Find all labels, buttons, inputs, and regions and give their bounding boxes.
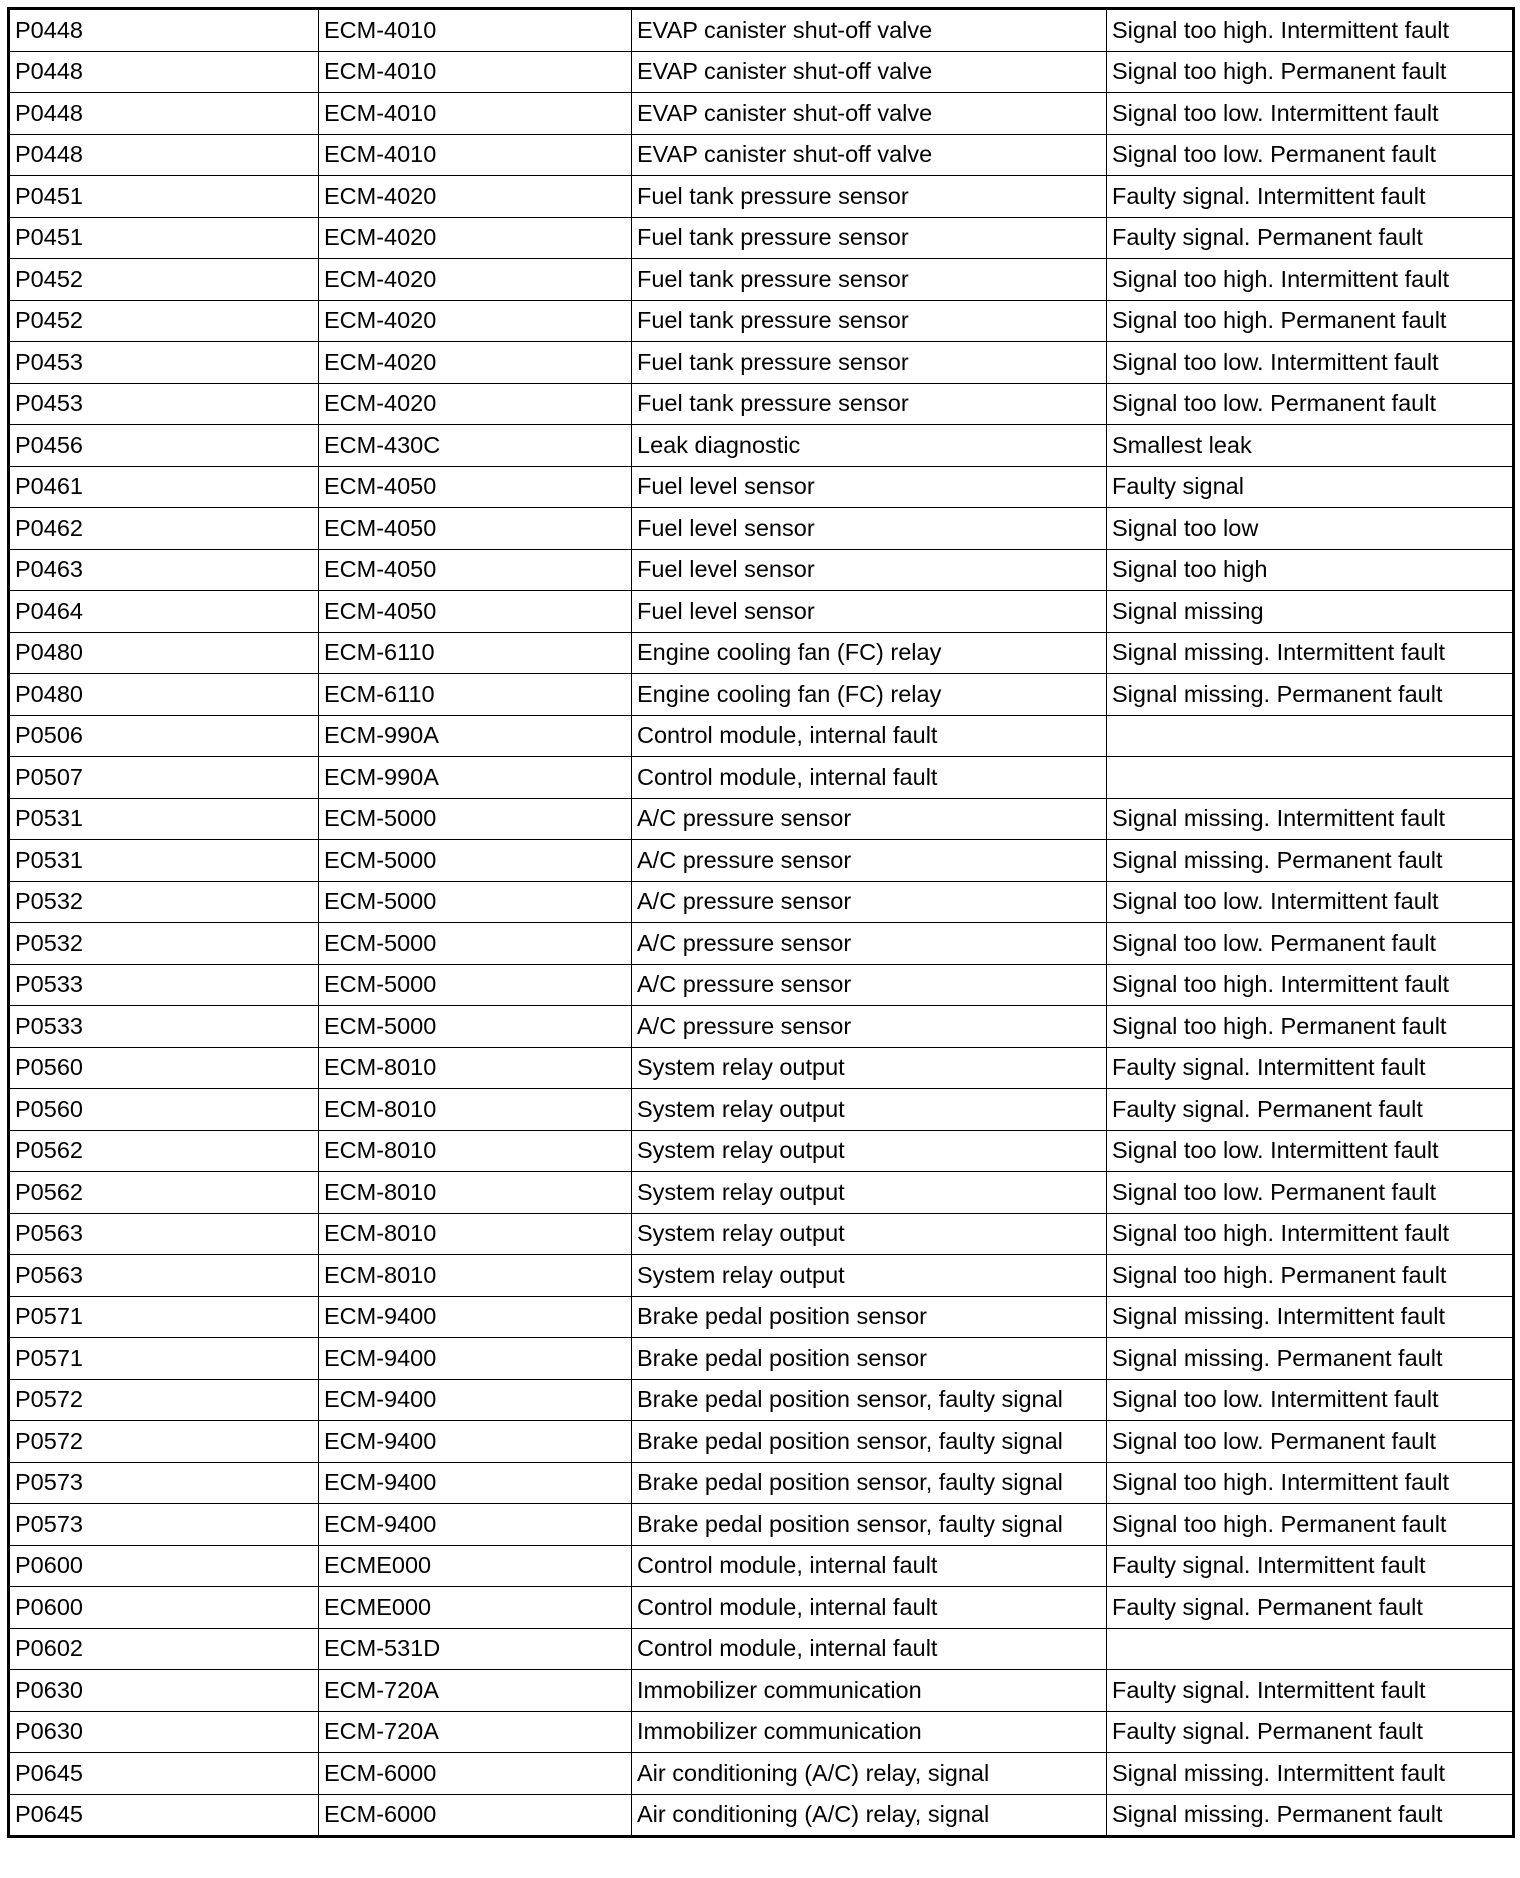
module-code-cell: ECM-4020 xyxy=(319,300,632,342)
table-row xyxy=(9,1379,1514,1421)
dtc-code-cell: P0464 xyxy=(9,591,319,633)
dtc-code-cell: P0480 xyxy=(9,674,319,716)
dtc-code-cell: P0572 xyxy=(9,1421,319,1463)
module-code-cell: ECM-5000 xyxy=(319,881,632,923)
component-cell: System relay output xyxy=(632,1172,1107,1214)
table-row xyxy=(9,757,1514,799)
fault-description-cell: Signal too high. Permanent fault xyxy=(1107,1255,1514,1297)
dtc-code-cell: P0560 xyxy=(9,1047,319,1089)
module-code-cell: ECM-4010 xyxy=(319,134,632,176)
fault-description-cell: Signal too low. Permanent fault xyxy=(1107,1172,1514,1214)
component-cell: Air conditioning (A/C) relay, signal xyxy=(632,1753,1107,1795)
module-code-cell: ECME000 xyxy=(319,1587,632,1629)
fault-description-cell: Signal missing. Permanent fault xyxy=(1107,1338,1514,1380)
fault-description-cell: Signal missing. Permanent fault xyxy=(1107,840,1514,882)
dtc-code-cell: P0463 xyxy=(9,549,319,591)
dtc-code-cell: P0506 xyxy=(9,715,319,757)
module-code-cell: ECM-9400 xyxy=(319,1504,632,1546)
table-row xyxy=(9,1047,1514,1089)
fault-description-cell: Signal too high. Permanent fault xyxy=(1107,1504,1514,1546)
module-code-cell: ECM-531D xyxy=(319,1628,632,1670)
component-cell: Immobilizer communication xyxy=(632,1670,1107,1712)
table-row xyxy=(9,1213,1514,1255)
dtc-code-cell: P0461 xyxy=(9,466,319,508)
table-row xyxy=(9,1421,1514,1463)
component-cell: EVAP canister shut-off valve xyxy=(632,93,1107,135)
table-row xyxy=(9,1089,1514,1131)
dtc-table-body xyxy=(9,9,1514,1837)
fault-description-cell: Signal missing. Intermittent fault xyxy=(1107,798,1514,840)
table-row xyxy=(9,259,1514,301)
module-code-cell: ECM-8010 xyxy=(319,1089,632,1131)
dtc-code-cell: P0563 xyxy=(9,1255,319,1297)
module-code-cell: ECM-4020 xyxy=(319,383,632,425)
fault-description-cell: Faulty signal. Permanent fault xyxy=(1107,1089,1514,1131)
module-code-cell: ECM-6000 xyxy=(319,1753,632,1795)
fault-description-cell: Signal missing xyxy=(1107,591,1514,633)
fault-description-cell: Signal too low. Permanent fault xyxy=(1107,134,1514,176)
dtc-code-cell: P0562 xyxy=(9,1172,319,1214)
fault-description-cell: Signal too low. Intermittent fault xyxy=(1107,1379,1514,1421)
dtc-code-cell: P0532 xyxy=(9,923,319,965)
fault-description-cell: Signal too high. Permanent fault xyxy=(1107,1006,1514,1048)
dtc-code-cell: P0532 xyxy=(9,881,319,923)
component-cell: A/C pressure sensor xyxy=(632,840,1107,882)
fault-description-cell: Signal missing. Permanent fault xyxy=(1107,674,1514,716)
dtc-code-cell: P0452 xyxy=(9,259,319,301)
table-row xyxy=(9,549,1514,591)
table-row xyxy=(9,1006,1514,1048)
table-row xyxy=(9,93,1514,135)
fault-description-cell: Faulty signal. Intermittent fault xyxy=(1107,1545,1514,1587)
component-cell: A/C pressure sensor xyxy=(632,881,1107,923)
dtc-code-cell: P0560 xyxy=(9,1089,319,1131)
fault-description-cell: Signal too high. Intermittent fault xyxy=(1107,964,1514,1006)
module-code-cell: ECM-9400 xyxy=(319,1296,632,1338)
module-code-cell: ECM-4050 xyxy=(319,466,632,508)
table-row xyxy=(9,715,1514,757)
component-cell: Engine cooling fan (FC) relay xyxy=(632,674,1107,716)
component-cell: A/C pressure sensor xyxy=(632,1006,1107,1048)
dtc-code-cell: P0630 xyxy=(9,1711,319,1753)
table-row xyxy=(9,923,1514,965)
dtc-code-cell: P0562 xyxy=(9,1130,319,1172)
table-row xyxy=(9,342,1514,384)
fault-description-cell: Signal missing. Intermittent fault xyxy=(1107,1296,1514,1338)
dtc-code-cell: P0453 xyxy=(9,342,319,384)
module-code-cell: ECM-4050 xyxy=(319,508,632,550)
fault-description-cell: Faulty signal. Intermittent fault xyxy=(1107,1670,1514,1712)
table-row xyxy=(9,134,1514,176)
component-cell: Fuel tank pressure sensor xyxy=(632,259,1107,301)
table-row xyxy=(9,674,1514,716)
dtc-code-cell: P0571 xyxy=(9,1296,319,1338)
module-code-cell: ECM-4020 xyxy=(319,176,632,218)
table-row xyxy=(9,1172,1514,1214)
fault-description-cell: Signal missing. Permanent fault xyxy=(1107,1794,1514,1837)
table-row xyxy=(9,1130,1514,1172)
component-cell: Fuel tank pressure sensor xyxy=(632,383,1107,425)
component-cell: System relay output xyxy=(632,1089,1107,1131)
table-row xyxy=(9,840,1514,882)
fault-description-cell xyxy=(1107,715,1514,757)
table-row xyxy=(9,1504,1514,1546)
component-cell: Control module, internal fault xyxy=(632,1545,1107,1587)
module-code-cell: ECM-4020 xyxy=(319,259,632,301)
table-row xyxy=(9,1794,1514,1837)
component-cell: EVAP canister shut-off valve xyxy=(632,51,1107,93)
fault-description-cell: Faulty signal xyxy=(1107,466,1514,508)
table-row xyxy=(9,798,1514,840)
fault-description-cell: Faulty signal. Permanent fault xyxy=(1107,1587,1514,1629)
component-cell: A/C pressure sensor xyxy=(632,798,1107,840)
component-cell: Brake pedal position sensor, faulty signal xyxy=(632,1462,1107,1504)
module-code-cell: ECM-430C xyxy=(319,425,632,467)
component-cell: Brake pedal position sensor, faulty signal xyxy=(632,1421,1107,1463)
component-cell: Engine cooling fan (FC) relay xyxy=(632,632,1107,674)
component-cell: Leak diagnostic xyxy=(632,425,1107,467)
table-row xyxy=(9,176,1514,218)
fault-description-cell: Signal too low xyxy=(1107,508,1514,550)
component-cell: System relay output xyxy=(632,1255,1107,1297)
dtc-code-cell: P0573 xyxy=(9,1504,319,1546)
table-row xyxy=(9,964,1514,1006)
module-code-cell: ECM-8010 xyxy=(319,1213,632,1255)
table-row xyxy=(9,1462,1514,1504)
dtc-code-cell: P0448 xyxy=(9,134,319,176)
dtc-table xyxy=(7,7,1515,1838)
module-code-cell: ECM-4020 xyxy=(319,217,632,259)
dtc-code-cell: P0600 xyxy=(9,1587,319,1629)
table-row xyxy=(9,300,1514,342)
module-code-cell: ECM-4010 xyxy=(319,9,632,52)
component-cell: System relay output xyxy=(632,1047,1107,1089)
component-cell: Air conditioning (A/C) relay, signal xyxy=(632,1794,1107,1837)
component-cell: EVAP canister shut-off valve xyxy=(632,9,1107,52)
table-row xyxy=(9,591,1514,633)
table-row xyxy=(9,881,1514,923)
module-code-cell: ECM-9400 xyxy=(319,1379,632,1421)
module-code-cell: ECM-5000 xyxy=(319,1006,632,1048)
component-cell: Fuel tank pressure sensor xyxy=(632,217,1107,259)
component-cell: Control module, internal fault xyxy=(632,1587,1107,1629)
table-row xyxy=(9,1296,1514,1338)
component-cell: Fuel tank pressure sensor xyxy=(632,176,1107,218)
component-cell: A/C pressure sensor xyxy=(632,964,1107,1006)
dtc-code-cell: P0453 xyxy=(9,383,319,425)
module-code-cell: ECM-5000 xyxy=(319,923,632,965)
fault-description-cell: Signal too high. Permanent fault xyxy=(1107,51,1514,93)
module-code-cell: ECM-990A xyxy=(319,757,632,799)
component-cell: Brake pedal position sensor, faulty signal xyxy=(632,1379,1107,1421)
dtc-code-cell: P0462 xyxy=(9,508,319,550)
dtc-code-cell: P0531 xyxy=(9,840,319,882)
dtc-code-cell: P0451 xyxy=(9,217,319,259)
component-cell: A/C pressure sensor xyxy=(632,923,1107,965)
dtc-code-cell: P0645 xyxy=(9,1794,319,1837)
module-code-cell: ECM-5000 xyxy=(319,964,632,1006)
fault-description-cell: Signal too high. Intermittent fault xyxy=(1107,9,1514,52)
component-cell: Brake pedal position sensor xyxy=(632,1296,1107,1338)
module-code-cell: ECM-720A xyxy=(319,1670,632,1712)
component-cell: Immobilizer communication xyxy=(632,1711,1107,1753)
component-cell: Fuel level sensor xyxy=(632,466,1107,508)
module-code-cell: ECM-8010 xyxy=(319,1172,632,1214)
component-cell: System relay output xyxy=(632,1130,1107,1172)
component-cell: Fuel level sensor xyxy=(632,508,1107,550)
table-row xyxy=(9,51,1514,93)
component-cell: Control module, internal fault xyxy=(632,715,1107,757)
dtc-code-cell: P0507 xyxy=(9,757,319,799)
component-cell: Brake pedal position sensor xyxy=(632,1338,1107,1380)
component-cell: Fuel level sensor xyxy=(632,549,1107,591)
module-code-cell: ECM-6000 xyxy=(319,1794,632,1837)
fault-description-cell: Signal too low. Intermittent fault xyxy=(1107,93,1514,135)
fault-description-cell: Faulty signal. Permanent fault xyxy=(1107,217,1514,259)
fault-description-cell: Signal too high. Permanent fault xyxy=(1107,300,1514,342)
table-row xyxy=(9,1587,1514,1629)
dtc-code-cell: P0533 xyxy=(9,964,319,1006)
fault-description-cell: Signal too low. Permanent fault xyxy=(1107,1421,1514,1463)
fault-description-cell: Signal too high. Intermittent fault xyxy=(1107,1462,1514,1504)
table-row xyxy=(9,1628,1514,1670)
fault-description-cell: Faulty signal. Intermittent fault xyxy=(1107,176,1514,218)
module-code-cell: ECM-5000 xyxy=(319,840,632,882)
component-cell: EVAP canister shut-off valve xyxy=(632,134,1107,176)
table-row xyxy=(9,1338,1514,1380)
fault-description-cell xyxy=(1107,1628,1514,1670)
fault-description-cell: Signal too high. Intermittent fault xyxy=(1107,1213,1514,1255)
dtc-code-cell: P0456 xyxy=(9,425,319,467)
module-code-cell: ECME000 xyxy=(319,1545,632,1587)
component-cell: Control module, internal fault xyxy=(632,757,1107,799)
dtc-code-cell: P0572 xyxy=(9,1379,319,1421)
fault-description-cell: Signal missing. Intermittent fault xyxy=(1107,632,1514,674)
component-cell: Control module, internal fault xyxy=(632,1628,1107,1670)
table-row xyxy=(9,9,1514,52)
dtc-code-cell: P0480 xyxy=(9,632,319,674)
dtc-code-cell: P0452 xyxy=(9,300,319,342)
module-code-cell: ECM-4010 xyxy=(319,93,632,135)
table-row xyxy=(9,1255,1514,1297)
dtc-code-cell: P0645 xyxy=(9,1753,319,1795)
table-row xyxy=(9,1711,1514,1753)
component-cell: Fuel level sensor xyxy=(632,591,1107,633)
fault-description-cell: Faulty signal. Permanent fault xyxy=(1107,1711,1514,1753)
module-code-cell: ECM-8010 xyxy=(319,1047,632,1089)
table-row xyxy=(9,1753,1514,1795)
dtc-code-cell: P0448 xyxy=(9,51,319,93)
table-row xyxy=(9,1670,1514,1712)
component-cell: Brake pedal position sensor, faulty signal xyxy=(632,1504,1107,1546)
module-code-cell: ECM-9400 xyxy=(319,1338,632,1380)
dtc-code-cell: P0448 xyxy=(9,93,319,135)
table-row xyxy=(9,632,1514,674)
dtc-code-cell: P0573 xyxy=(9,1462,319,1504)
dtc-code-cell: P0630 xyxy=(9,1670,319,1712)
module-code-cell: ECM-4020 xyxy=(319,342,632,384)
table-row xyxy=(9,508,1514,550)
module-code-cell: ECM-4050 xyxy=(319,591,632,633)
table-row xyxy=(9,383,1514,425)
module-code-cell: ECM-8010 xyxy=(319,1255,632,1297)
dtc-code-cell: P0533 xyxy=(9,1006,319,1048)
module-code-cell: ECM-6110 xyxy=(319,674,632,716)
module-code-cell: ECM-4050 xyxy=(319,549,632,591)
table-row xyxy=(9,425,1514,467)
fault-description-cell: Signal too low. Permanent fault xyxy=(1107,923,1514,965)
dtc-code-cell: P0571 xyxy=(9,1338,319,1380)
module-code-cell: ECM-5000 xyxy=(319,798,632,840)
fault-description-cell: Smallest leak xyxy=(1107,425,1514,467)
component-cell: System relay output xyxy=(632,1213,1107,1255)
table-row xyxy=(9,217,1514,259)
fault-description-cell: Signal too low. Intermittent fault xyxy=(1107,881,1514,923)
fault-description-cell: Signal missing. Intermittent fault xyxy=(1107,1753,1514,1795)
fault-description-cell: Signal too high. Intermittent fault xyxy=(1107,259,1514,301)
dtc-code-cell: P0602 xyxy=(9,1628,319,1670)
dtc-code-cell: P0563 xyxy=(9,1213,319,1255)
dtc-code-cell: P0531 xyxy=(9,798,319,840)
module-code-cell: ECM-720A xyxy=(319,1711,632,1753)
table-row xyxy=(9,1545,1514,1587)
module-code-cell: ECM-990A xyxy=(319,715,632,757)
component-cell: Fuel tank pressure sensor xyxy=(632,300,1107,342)
module-code-cell: ECM-6110 xyxy=(319,632,632,674)
table-row xyxy=(9,466,1514,508)
module-code-cell: ECM-9400 xyxy=(319,1421,632,1463)
module-code-cell: ECM-4010 xyxy=(319,51,632,93)
module-code-cell: ECM-8010 xyxy=(319,1130,632,1172)
dtc-code-cell: P0448 xyxy=(9,9,319,52)
fault-description-cell: Faulty signal. Intermittent fault xyxy=(1107,1047,1514,1089)
component-cell: Fuel tank pressure sensor xyxy=(632,342,1107,384)
dtc-code-cell: P0600 xyxy=(9,1545,319,1587)
module-code-cell: ECM-9400 xyxy=(319,1462,632,1504)
fault-description-cell: Signal too low. Intermittent fault xyxy=(1107,342,1514,384)
fault-description-cell: Signal too low. Permanent fault xyxy=(1107,383,1514,425)
fault-description-cell: Signal too low. Intermittent fault xyxy=(1107,1130,1514,1172)
fault-description-cell xyxy=(1107,757,1514,799)
fault-description-cell: Signal too high xyxy=(1107,549,1514,591)
dtc-code-cell: P0451 xyxy=(9,176,319,218)
